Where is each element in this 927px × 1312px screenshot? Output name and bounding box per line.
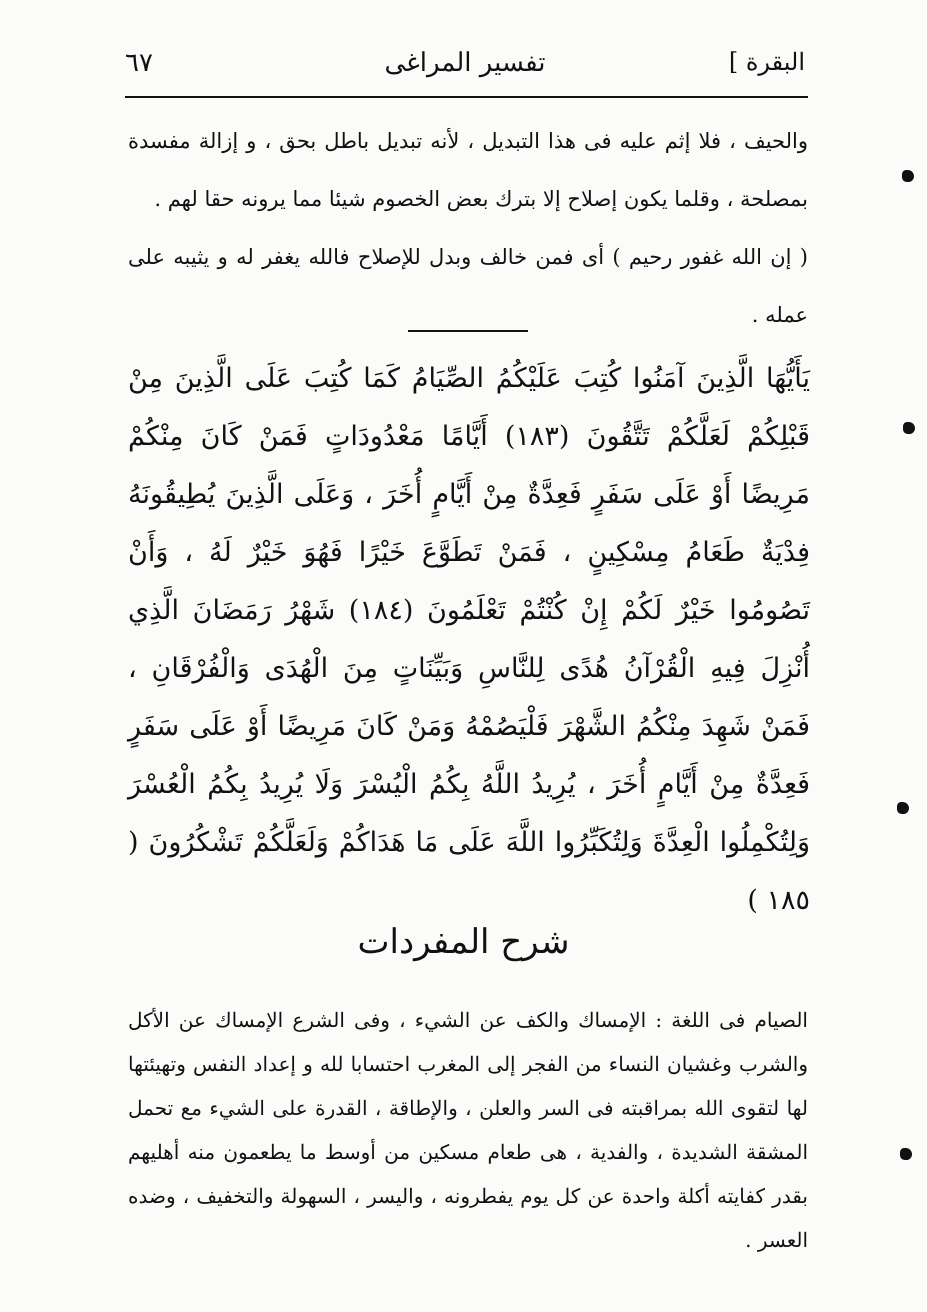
scan-speck bbox=[897, 802, 909, 814]
paragraph-text: والحيف ، فلا إثم عليه فى هذا التبديل ، لأنه تبديل باطل بحق ، و إزالة مفسدة بمصلحة ، وقلما يكون إصلاح إلا بترك بعض الخصوم شيئا مما يرونه حقا لهم . bbox=[128, 129, 808, 211]
header-divider bbox=[125, 96, 808, 98]
sura-name: البقرة ] bbox=[728, 48, 805, 76]
quran-verse-block: يَأَيُّهَا الَّذِينَ آمَنُوا كُتِبَ عَلَيْكُمُ الصِّيَامُ كَمَا كُتِبَ عَلَى الَّذِينَ مِنْ قَبْلِكُمْ لَعَلَّكُمْ تَتَّقُونَ (١٨٣) أَيَّامًا مَعْدُودَاتٍ فَمَنْ كَانَ مِنْكُمْ مَرِيضًا أَوْ عَلَى سَفَرٍ فَعِدَّةٌ مِنْ أَيَّامٍ أُخَرَ ، وَعَلَى الَّذِينَ يُطِيقُونَهُ فِدْيَةٌ طَعَامُ مِسْكِينٍ ، فَمَنْ تَطَوَّعَ خَيْرًا فَهُوَ خَيْرٌ لَهُ ، وَأَنْ تَصُومُوا خَيْرٌ لَكُمْ إِنْ كُنْتُمْ تَعْلَمُونَ (١٨٤) شَهْرُ رَمَضَانَ الَّذِي أُنْزِلَ فِيهِ الْقُرْآنُ هُدًى لِلنَّاسِ وَبَيِّنَاتٍ مِنَ الْهُدَى وَالْفُرْقَانِ ، فَمَنْ شَهِدَ مِنْكُمُ الشَّهْرَ فَلْيَصُمْهُ وَمَنْ كَانَ مَرِيضًا أَوْ عَلَى سَفَرٍ فَعِدَّةٌ مِنْ أَيَّامٍ أُخَرَ ، يُرِيدُ اللَّهُ بِكُمُ الْيُسْرَ وَلَا يُرِيدُ بِكُمُ الْعُسْرَ وَلِتُكْمِلُوا الْعِدَّةَ وَلِتُكَبِّرُوا اللَّهَ عَلَى مَا هَدَاكُمْ وَلَعَلَّكُمْ تَشْكُرُونَ ( ١٨٥ ) bbox=[128, 363, 810, 916]
paragraph-text: الصيام فى اللغة : الإمساك والكف عن الشيء ، وفى الشرع الإمساك عن الأكل والشرب وغشيان النساء من الفجر إلى المغرب احتسابا لله و إعداد النفس وتهيئتها لها لتقوى الله بمراقبته فى السر والعلن ، والإطاقة ، القدرة على الشيء مع تحمل المشقة الشديدة ، والفدية ، هى طعام مسكين من أوسط ما يطعمون منه أهليهم بقدر كفايته أكلة واحدة عن كل يوم يفطرونه ، واليسر ، السهولة والتخفيف ، وضده العسر . bbox=[128, 1008, 808, 1252]
scan-speck bbox=[900, 1148, 912, 1160]
page-header bbox=[125, 44, 805, 88]
vocabulary-paragraph bbox=[128, 998, 808, 1262]
page-number: ٦٧ bbox=[125, 48, 153, 78]
commentary-paragraph bbox=[128, 228, 808, 344]
commentary-paragraph bbox=[128, 112, 808, 228]
book-title: تفسير المراغى bbox=[384, 48, 546, 78]
scan-speck bbox=[903, 422, 915, 434]
paragraph-text: ( إن الله غفور رحيم ) أى فمن خالف وبدل للإصلاح فالله يغفر له و يثيبه على عمله . bbox=[128, 245, 808, 327]
scan-speck bbox=[902, 170, 914, 182]
section-heading: شرح المفردات bbox=[357, 922, 570, 962]
section-divider bbox=[408, 330, 528, 332]
